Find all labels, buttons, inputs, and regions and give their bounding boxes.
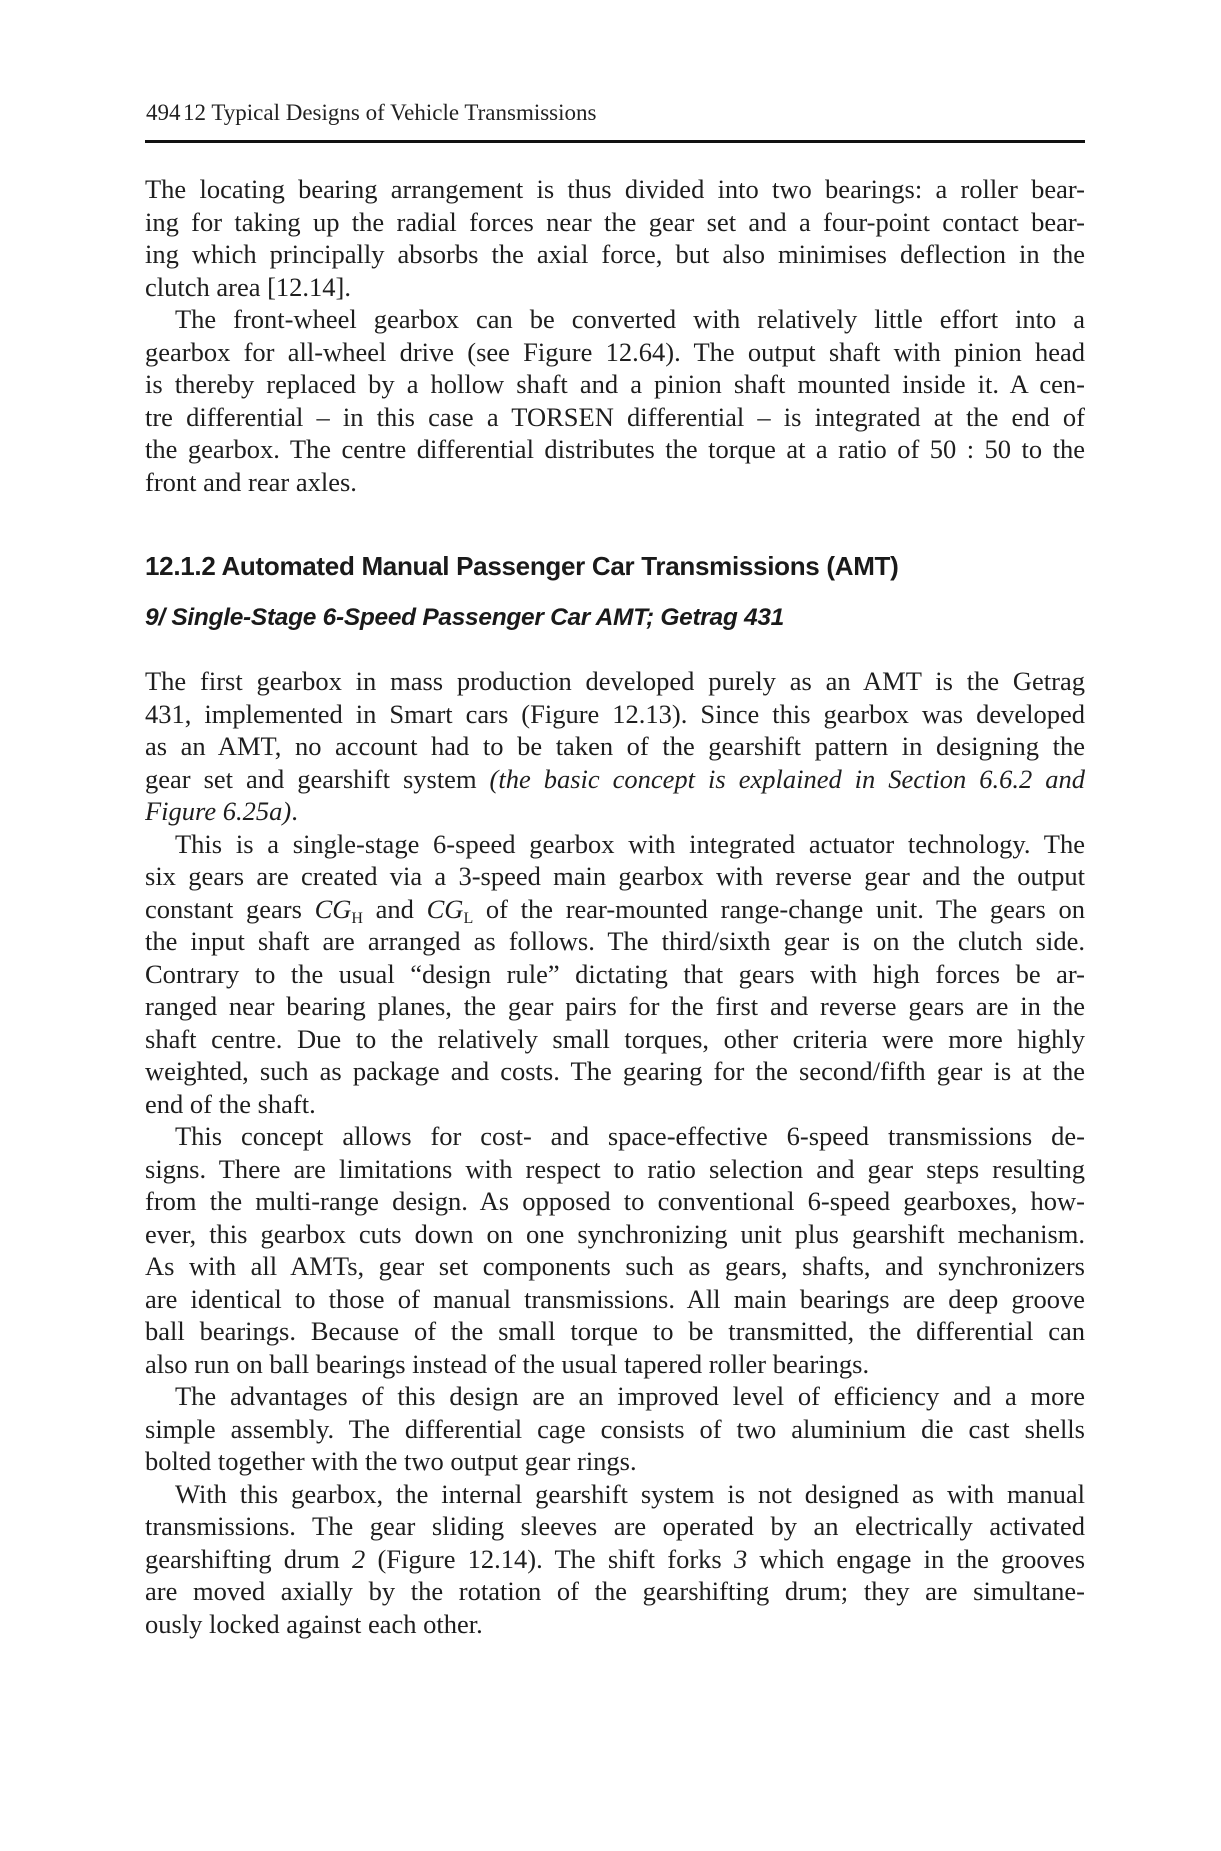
page-number: 494 xyxy=(146,100,181,125)
text-line: The locating bearing arrangement is thus divided into two bearings: a roller bear- xyxy=(145,174,1085,204)
text-run: constant gears xyxy=(145,893,315,924)
paragraph xyxy=(145,1478,1085,1641)
text-line: signs. There are limitations with respect to ratio selection and gear steps resulting xyxy=(145,1153,1085,1184)
text-line: six gears are created via a 3-speed main gearbox with reverse gear and the output xyxy=(145,861,1085,891)
text-line: This concept allows for cost- and space-effective 6-speed transmissions de- xyxy=(175,1121,1085,1151)
text-line: are identical to those of manual transmissions. All main bearings are deep groove xyxy=(145,1283,1085,1314)
text-line: 431, implemented in Smart cars (Figure 12.13). Since this gearbox was developed xyxy=(145,698,1085,729)
text-line xyxy=(145,763,1085,796)
text-line: ever, this gearbox cuts down on one synchronizing unit plus gearshift mechanism. xyxy=(145,1218,1085,1249)
paragraph xyxy=(145,1380,1085,1478)
section-body xyxy=(145,665,1085,1640)
subsection-heading: 9/ Single-Stage 6-Speed Passenger Car AMT; Getrag 431 xyxy=(145,604,785,631)
subscript: L xyxy=(463,909,474,925)
text-line: bolted together with the two output gear rings. xyxy=(145,1446,637,1476)
header-rule xyxy=(145,140,1085,143)
text-line xyxy=(145,1543,1085,1576)
subscript: H xyxy=(351,909,363,925)
text-line: ranged near bearing planes, the gear pairs for the first and reverse gears are in the xyxy=(145,991,1085,1021)
text-line: The advantages of this design are an improved level of efficiency and a more xyxy=(175,1381,1085,1411)
text-line: Contrary to the usual “design rule” dictating that gears with high forces be ar- xyxy=(145,958,1085,989)
figure-label: 2 xyxy=(351,1543,366,1574)
text-line: ing which principally absorbs the axial force, but also minimises deflection in the xyxy=(145,239,1085,269)
text-line: As with all AMTs, gear set components such as gears, shafts, and synchronizers xyxy=(145,1251,1085,1281)
symbol-cg-l xyxy=(427,894,474,924)
text-line: as an AMT, no account had to be taken of the gearshift pattern in designing the xyxy=(145,731,1085,761)
text-line: weighted, such as package and costs. The gearing for the second/fifth gear is at the xyxy=(145,1056,1085,1086)
figure-label: 3 xyxy=(733,1543,748,1574)
text-line: from the multi-range design. As opposed to conventional 6-speed gearboxes, how- xyxy=(145,1186,1085,1216)
text-run: which engage in the grooves xyxy=(747,1543,1085,1574)
text-run: and xyxy=(362,893,427,924)
running-head xyxy=(146,97,596,129)
text-line: transmissions. The gear sliding sleeves are operated by an electrically activated xyxy=(145,1511,1085,1541)
text-run: (Figure 12.14). The shift forks xyxy=(365,1543,734,1574)
paragraph xyxy=(145,665,1085,828)
text-run: of the rear-mounted range-change unit. The gears on xyxy=(473,893,1085,924)
symbol-cg-h xyxy=(315,894,363,924)
text-line: shaft centre. Due to the relatively small torques, other criteria were more highly xyxy=(145,1023,1085,1054)
text-line: the gearbox. The centre differential distributes the torque at a ratio of 50 : 50 to the xyxy=(145,434,1085,464)
text-line: ball bearings. Because of the small torque to be transmitted, the differential can xyxy=(145,1316,1085,1346)
text-run: gearshifting drum xyxy=(145,1543,352,1574)
text-line: The first gearbox in mass production developed purely as an AMT is the Getrag xyxy=(145,666,1085,696)
symbol-text: CG xyxy=(314,893,352,924)
text-line: With this gearbox, the internal gearshift system is not designed as with manual xyxy=(175,1478,1085,1509)
text-line xyxy=(145,893,1085,926)
paragraph xyxy=(145,173,1085,303)
text-line xyxy=(145,795,1085,828)
text-line: gearbox for all-wheel drive (see Figure 12.64). The output shaft with pinion head xyxy=(145,336,1085,367)
text-line: end of the shaft. xyxy=(145,1088,316,1119)
symbol-text: CG xyxy=(426,893,464,924)
continued-text xyxy=(145,173,1085,498)
italic-reference: (the basic concept is explained in Section 6.6.2 and xyxy=(489,763,1085,794)
section-heading: 12.1.2 Automated Manual Passenger Car Transmissions (AMT) xyxy=(145,551,899,581)
italic-reference: Figure 6.25a) xyxy=(145,796,292,826)
text-run: . xyxy=(291,796,298,826)
text-line: simple assembly. The differential cage consists of two aluminium die cast shells xyxy=(145,1413,1085,1444)
text-line: ing for taking up the radial forces near the gear set and a four-point contact bear- xyxy=(145,206,1085,237)
paragraph xyxy=(145,303,1085,498)
text-line: is thereby replaced by a hollow shaft and a pinion shaft mounted inside it. A cen- xyxy=(145,369,1085,399)
text-line: are moved axially by the rotation of the gearshifting drum; they are simultane- xyxy=(145,1576,1085,1606)
text-line: the input shaft are arranged as follows. The third/sixth gear is on the clutch side. xyxy=(145,926,1085,956)
text-line: clutch area [12.14]. xyxy=(145,271,352,302)
text-line: ously locked against each other. xyxy=(145,1608,483,1639)
chapter-title: 12 Typical Designs of Vehicle Transmissions xyxy=(183,100,597,125)
text-line: The front-wheel gearbox can be converted with relatively little effort into a xyxy=(175,304,1085,334)
paragraph xyxy=(145,828,1085,1121)
text-line: This is a single-stage 6-speed gearbox with integrated actuator technology. The xyxy=(175,828,1085,859)
text-run: gear set and gearshift system xyxy=(145,763,490,794)
text-line: tre differential – in this case a TORSEN differential – is integrated at the end of xyxy=(145,401,1085,432)
paragraph xyxy=(145,1120,1085,1380)
text-line: also run on ball bearings instead of the usual tapered roller bearings. xyxy=(145,1348,870,1379)
text-line: front and rear axles. xyxy=(145,466,357,497)
